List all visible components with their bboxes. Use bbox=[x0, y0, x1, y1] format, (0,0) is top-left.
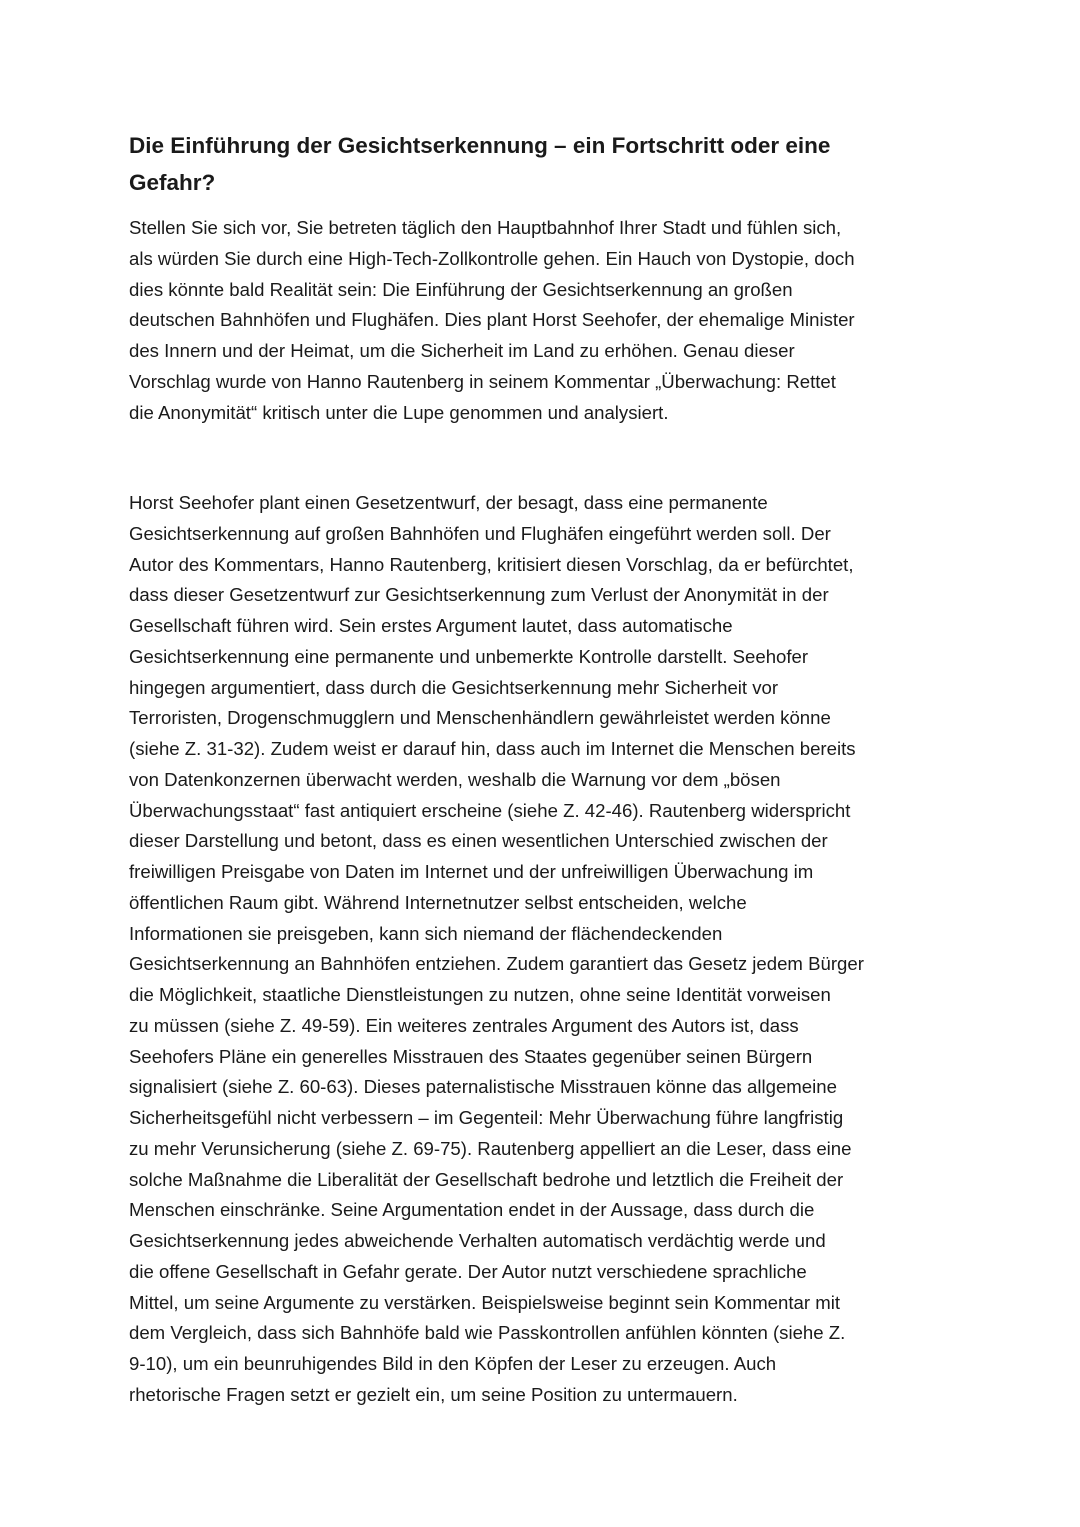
text-line: (siehe Z. 31-32). Zudem weist er darauf hin, dass auch im Internet die Menschen bereits bbox=[129, 738, 856, 759]
text-line: rhetorische Fragen setzt er gezielt ein, um seine Position zu untermauern. bbox=[129, 1383, 738, 1405]
text-line: dem Vergleich, dass sich Bahnhöfe bald wie Passkontrollen anfühlen könnten (siehe Z. bbox=[129, 1322, 846, 1344]
text-line: von Datenkonzernen überwacht werden, weshalb die Warnung vor dem „bösen bbox=[129, 768, 781, 790]
text-line: Gefahr? bbox=[129, 170, 216, 195]
text-line: als würden Sie durch eine High-Tech-Zollkontrolle gehen. Ein Hauch von Dystopie, doch bbox=[129, 247, 855, 269]
text-line: öffentlichen Raum gibt. Während Internetnutzer selbst entscheiden, welche bbox=[129, 891, 747, 913]
text-line: Sicherheitsgefühl nicht verbessern – im Gegenteil: Mehr Überwachung führe langfristig bbox=[129, 1107, 844, 1128]
text-line: freiwilligen Preisgabe von Daten im Internet und der unfreiwilligen Überwachung im bbox=[129, 861, 814, 882]
text-line: hingegen argumentiert, dass durch die Gesichtserkennung mehr Sicherheit vor bbox=[129, 676, 779, 698]
text-line: Terroristen, Drogenschmugglern und Menschenhändlern gewährleistet werden könne bbox=[129, 707, 831, 729]
text-line: Gesellschaft führen wird. Sein erstes Argument lautet, dass automatische bbox=[129, 615, 733, 636]
text-line: Informationen sie preisgeben, kann sich niemand der flächendeckenden bbox=[129, 922, 723, 944]
text-line: Die Einführung der Gesichtserkennung – ein Fortschritt oder eine bbox=[129, 133, 831, 158]
text-line: Horst Seehofer plant einen Gesetzentwurf, der besagt, dass eine permanente bbox=[129, 492, 768, 513]
text-line: signalisiert (siehe Z. 60-63). Dieses paternalistische Misstrauen könne das allgemeine bbox=[129, 1076, 837, 1098]
text-line: dass dieser Gesetzentwurf zur Gesichtserkennung zum Verlust der Anonymität in der bbox=[129, 584, 829, 606]
text-line: Mittel, um seine Argumente zu verstärken. Beispielsweise beginnt sein Kommentar mit bbox=[129, 1291, 841, 1313]
text-line: 9-10), um ein beunruhigendes Bild in den Köpfen der Leser zu erzeugen. Auch bbox=[129, 1353, 777, 1374]
body-paragraph bbox=[129, 488, 864, 1411]
text-line: die Möglichkeit, staatliche Dienstleistungen zu nutzen, ohne seine Identität vorweisen bbox=[129, 984, 831, 1005]
intro-paragraph bbox=[129, 213, 855, 428]
text-line: Gesichtserkennung auf großen Bahnhöfen und Flughäfen eingeführt werden soll. Der bbox=[129, 522, 831, 544]
text-line: zu müssen (siehe Z. 49-59). Ein weiteres zentrales Argument des Autors ist, dass bbox=[129, 1014, 799, 1036]
text-line: des Innern und der Heimat, um die Sicherheit im Land zu erhöhen. Genau dieser bbox=[129, 340, 795, 361]
document-title bbox=[129, 127, 830, 201]
text-line: die offene Gesellschaft in Gefahr gerate. Der Autor nutzt verschiedene sprachliche bbox=[129, 1260, 807, 1282]
text-line: dieser Darstellung und betont, dass es einen wesentlichen Unterschied zwischen der bbox=[129, 830, 828, 852]
text-line: Gesichtserkennung eine permanente und unbemerkte Kontrolle darstellt. Seehofer bbox=[129, 645, 809, 667]
text-line: Gesichtserkennung an Bahnhöfen entziehen. Zudem garantiert das Gesetz jedem Bürger bbox=[129, 953, 864, 975]
text-line: die Anonymität“ kritisch unter die Lupe genommen und analysiert. bbox=[129, 401, 669, 423]
text-line: Seehofers Pläne ein generelles Misstrauen des Staates gegenüber seinen Bürgern bbox=[129, 1045, 813, 1067]
text-line: Menschen einschränke. Seine Argumentation endet in der Aussage, dass durch die bbox=[129, 1199, 815, 1221]
text-line: solche Maßnahme die Liberalität der Gesellschaft bedrohe und letztlich die Freiheit der bbox=[129, 1168, 844, 1190]
text-line: Überwachungsstaat“ fast antiquiert erscheine (siehe Z. 42-46). Rautenberg widerspricht bbox=[129, 799, 851, 821]
text-line: zu mehr Verunsicherung (siehe Z. 69-75). Rautenberg appelliert an die Leser, dass eine bbox=[129, 1137, 852, 1159]
text-line: Autor des Kommentars, Hanno Rautenberg, kritisiert diesen Vorschlag, da er befürchtet, bbox=[129, 553, 854, 575]
text-line: deutschen Bahnhöfen und Flughäfen. Dies plant Horst Seehofer, der ehemalige Minister bbox=[129, 309, 855, 331]
text-line: Stellen Sie sich vor, Sie betreten täglich den Hauptbahnhof Ihrer Stadt und fühlen sich, bbox=[129, 217, 842, 238]
text-line: dies könnte bald Realität sein: Die Einführung der Gesichtserkennung an großen bbox=[129, 278, 793, 300]
text-line: Gesichtserkennung jedes abweichende Verhalten automatisch verdächtig werde und bbox=[129, 1230, 826, 1251]
text-line: Vorschlag wurde von Hanno Rautenberg in seinem Kommentar „Überwachung: Rettet bbox=[129, 370, 836, 392]
